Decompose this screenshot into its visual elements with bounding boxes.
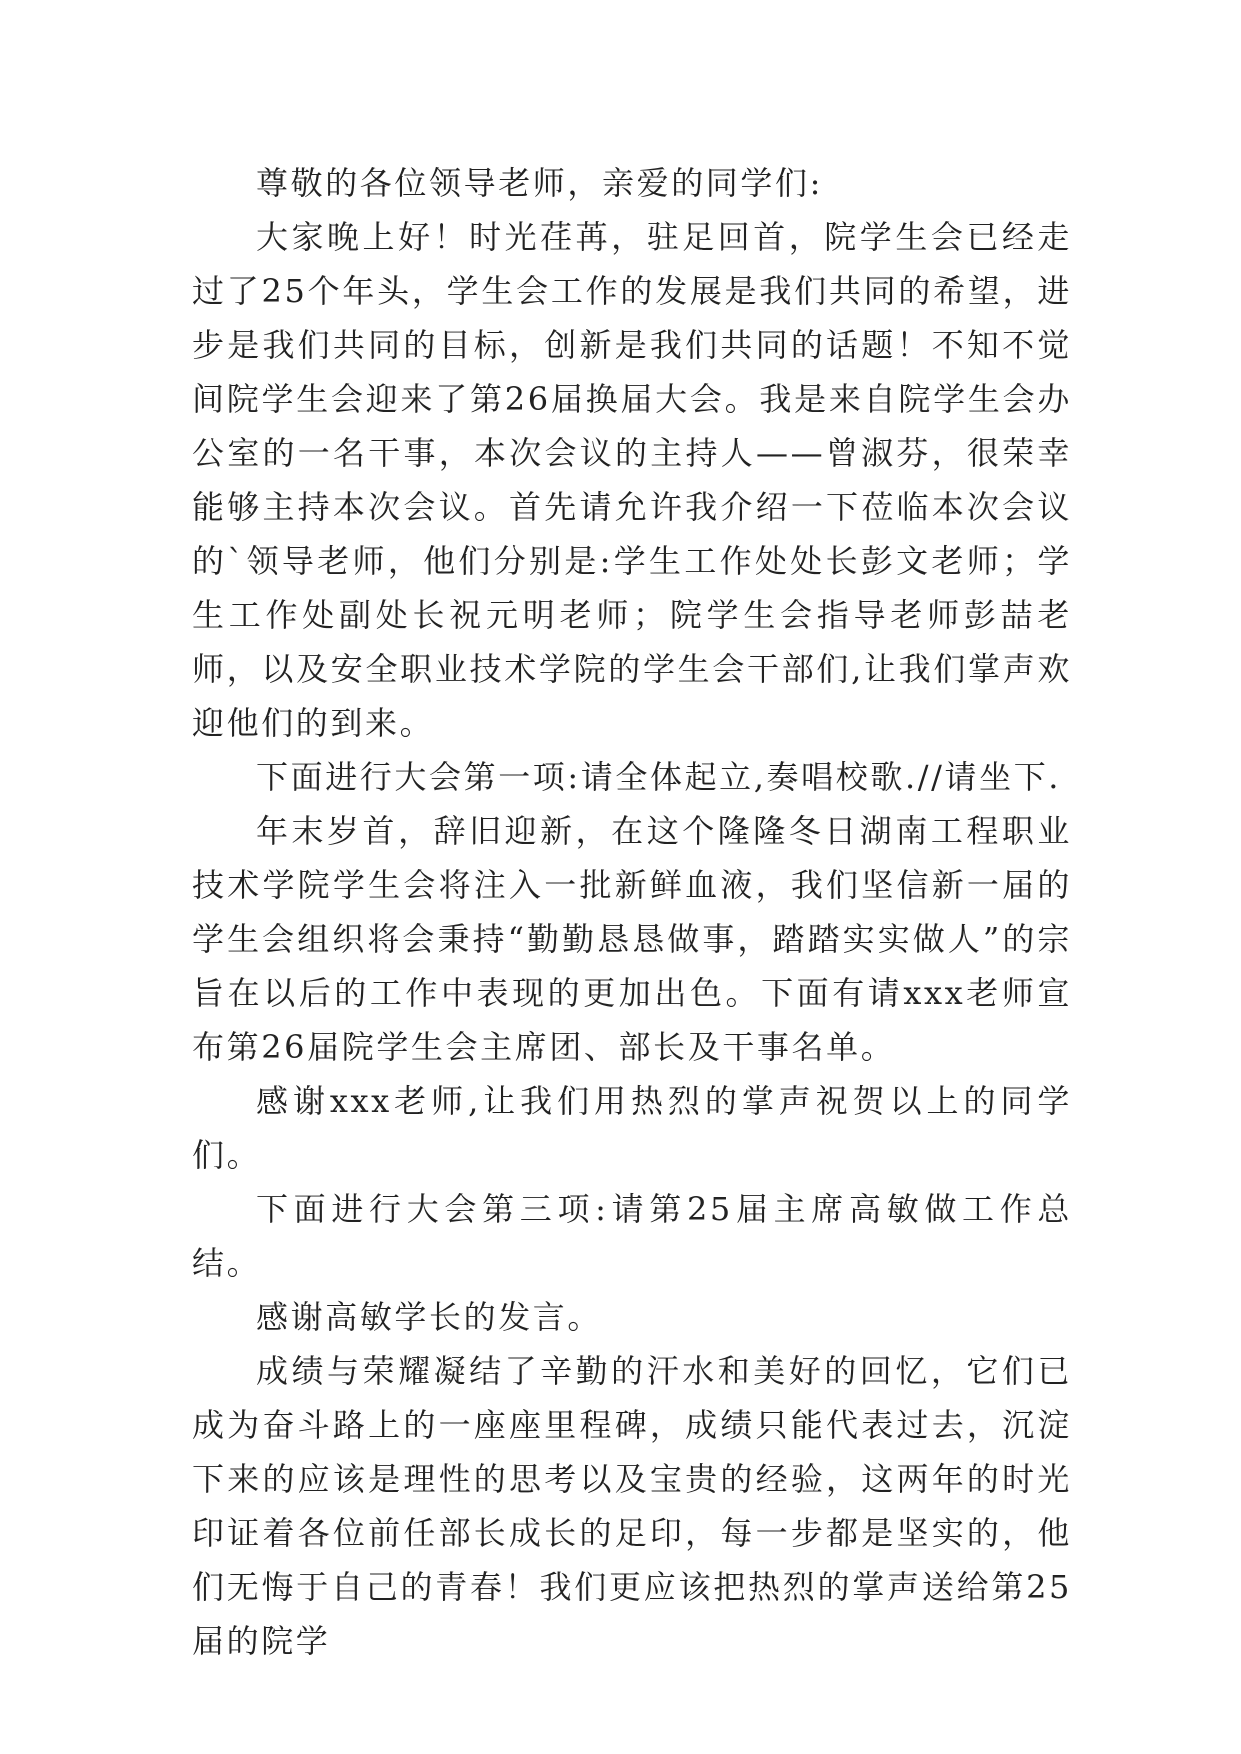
paragraph-achievements: 成绩与荣耀凝结了辛勤的汗水和美好的回忆，它们已成为奋斗路上的一座座里程碑，成绩只能代表过去，沉淀下来的应该是理性的思考以及宝贵的经验，这两年的时光印证着各位前任部长成长的足印，每一步都是坚实的，他们无悔于自己的青春！我们更应该把热烈的掌声送给第25届的院学 [192,1352,1072,1660]
paragraph-thanks-teacher: 感谢xxx老师,让我们用热烈的掌声祝贺以上的同学们。 [192,1082,1072,1174]
paragraph-item-three: 下面进行大会第三项:请第25届主席高敏做工作总结。 [192,1190,1072,1282]
paragraph-greeting: 尊敬的各位领导老师，亲爱的同学们: [256,164,823,202]
document-body [192,156,1072,1668]
paragraph-item-one: 下面进行大会第一项:请全体起立,奏唱校歌.//请坐下. [256,758,1062,796]
paragraph-new-term: 年末岁首，辞旧迎新，在这个隆隆冬日湖南工程职业技术学院学生会将注入一批新鲜血液，我们坚信新一届的学生会组织将会秉持“勤勤恳恳做事，踏踏实实做人”的宗旨在以后的工作中表现的更加出色。下面有请xxx老师宣布第26届院学生会主席团、部长及干事名单。 [192,812,1072,1066]
paragraph-thanks-speech: 感谢高敏学长的发言。 [256,1298,603,1336]
paragraph-opening: 大家晚上好！时光荏苒，驻足回首，院学生会已经走过了25个年头，学生会工作的发展是我们共同的希望，进步是我们共同的目标，创新是我们共同的话题！不知不觉间院学生会迎来了第26届换届大会。我是来自院学生会办公室的一名干事，本次会议的主持人——曾淑芬，很荣幸能够主持本次会议。首先请允许我介绍一下莅临本次会议的`领导老师，他们分别是:学生工作处处长彭文老师；学生工作处副处长祝元明老师；院学生会指导老师彭喆老师，以及安全职业技术学院的学生会干部们,让我们掌声欢迎他们的到来。 [192,218,1072,742]
